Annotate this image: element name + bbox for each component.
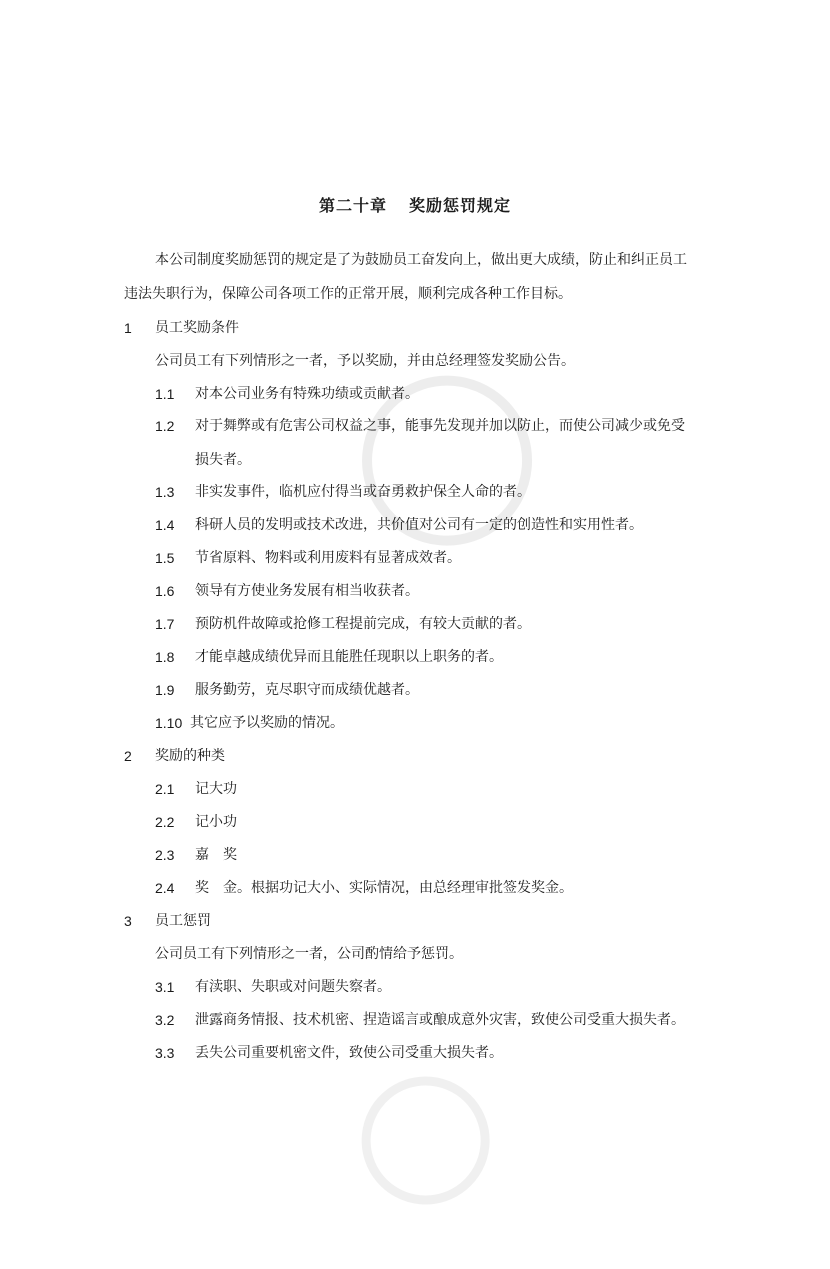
item-number: 2.3 <box>155 847 175 863</box>
item-text: 领导有方使业务发展有相当收获者。 <box>195 583 419 599</box>
item-text: 记大功 <box>195 781 237 797</box>
item-number: 2.1 <box>155 781 175 797</box>
chapter-title: 奖励惩罚规定 <box>409 196 512 215</box>
section-number: 3 <box>124 913 132 929</box>
item-number: 3.2 <box>155 1012 175 1028</box>
item-text: 奖 金。根据功记大小、实际情况，由总经理审批签发奖金。 <box>195 880 573 896</box>
item-number: 1.4 <box>155 517 175 533</box>
section-number: 1 <box>124 320 132 336</box>
item-text: 记小功 <box>195 814 237 830</box>
intro-line-2: 违法失职行为，保障公司各项工作的正常开展，顺利完成各种工作目标。 <box>124 286 572 302</box>
item-number: 1.1 <box>155 386 175 402</box>
section-heading: 员工奖励条件 <box>155 320 239 336</box>
item-number: 1.2 <box>155 418 175 434</box>
section-lead: 公司员工有下列情形之一者，予以奖励，并由总经理签发奖励公告。 <box>155 353 575 369</box>
item-number: 1.5 <box>155 550 175 566</box>
item-text: 预防机件故障或抢修工程提前完成，有较大贡献的者。 <box>195 616 531 632</box>
section-lead: 公司员工有下列情形之一者，公司酌情给予惩罚。 <box>155 946 463 962</box>
intro-line-1: 本公司制度奖励惩罚的规定是了为鼓励员工奋发向上，做出更大成绩，防止和纠正员工 <box>155 252 687 268</box>
item-number: 1.7 <box>155 616 175 632</box>
item-text: 泄露商务情报、技术机密、捏造谣言或酿成意外灾害，致使公司受重大损失者。 <box>195 1012 685 1028</box>
item-text: 对本公司业务有特殊功绩或贡献者。 <box>195 386 419 402</box>
item-number: 2.2 <box>155 814 175 830</box>
item-number: 3.1 <box>155 979 175 995</box>
item-text: 对于舞弊或有危害公司权益之事，能事先发现并加以防止，而使公司减少或免受 <box>195 418 685 434</box>
section-heading: 员工惩罚 <box>155 913 211 929</box>
item-text: 其它应予以奖励的情况。 <box>190 715 344 731</box>
item-text: 非实发事件，临机应付得当或奋勇救护保全人命的者。 <box>195 484 531 500</box>
chapter-number: 第二十章 <box>318 196 387 215</box>
section-heading: 奖励的种类 <box>155 748 225 764</box>
item-text: 有渎职、失职或对问题失察者。 <box>195 979 391 995</box>
item-number: 3.3 <box>155 1045 175 1061</box>
section-number: 2 <box>124 748 132 764</box>
item-text: 服务勤劳，克尽职守而成绩优越者。 <box>195 682 419 698</box>
page-title <box>0 193 830 216</box>
item-text-continued: 损失者。 <box>195 452 251 468</box>
item-number: 1.3 <box>155 484 175 500</box>
watermark-circle <box>327 341 567 581</box>
item-text: 丢失公司重要机密文件，致使公司受重大损失者。 <box>195 1045 503 1061</box>
item-number: 1.8 <box>155 649 175 665</box>
watermark-circle <box>335 1050 515 1230</box>
item-text: 节省原料、物料或利用废料有显著成效者。 <box>195 550 461 566</box>
item-text: 才能卓越成绩优异而且能胜任现职以上职务的者。 <box>195 649 503 665</box>
item-number: 1.6 <box>155 583 175 599</box>
item-number: 1.10 <box>155 715 183 731</box>
item-text: 嘉 奖 <box>195 847 237 863</box>
item-text: 科研人员的发明或技术改进，共价值对公司有一定的创造性和实用性者。 <box>195 517 643 533</box>
item-number: 1.9 <box>155 682 175 698</box>
item-number: 2.4 <box>155 880 175 896</box>
